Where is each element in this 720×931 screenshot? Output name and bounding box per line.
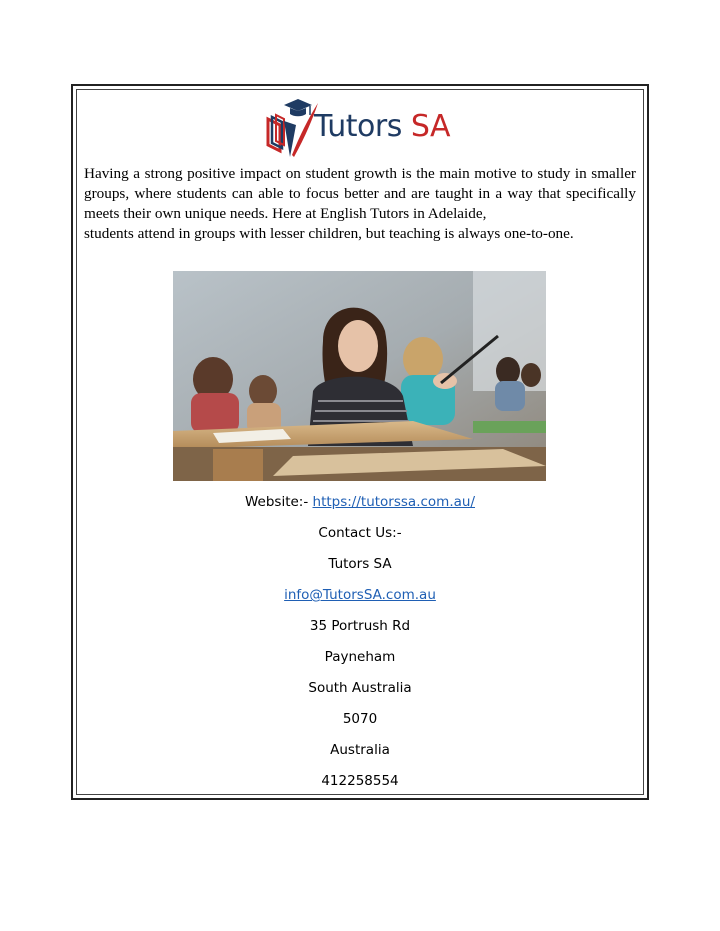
- logo-name-primary: Tutors: [314, 109, 411, 144]
- tutors-sa-logo: [262, 95, 462, 161]
- email-line: [77, 586, 643, 604]
- company-name: Tutors SA: [328, 556, 392, 572]
- street-address: 35 Portrush Rd: [309, 618, 411, 634]
- email-link[interactable]: info@TutorsSA.com.au: [284, 587, 436, 603]
- intro-body: Having a strong positive impact on student growth is the main motive to study in smaller groups, where students can able to focus better and are taught in a way that specifically meets their own unique needs. Here at English Tutors in Adelaide,: [84, 165, 636, 222]
- intro-last-line: students attend in groups with lesser children, but teaching is always one-to-one.: [84, 225, 574, 242]
- website-label: Website:-: [244, 494, 313, 510]
- phone-number: 412258554: [321, 773, 399, 789]
- classroom-students-photo: [173, 271, 546, 481]
- postcode: 5070: [342, 711, 378, 727]
- suburb: Payneham: [324, 649, 396, 665]
- country: Australia: [330, 742, 390, 758]
- website-line: [77, 493, 643, 511]
- logo-wordmark: [314, 109, 450, 145]
- state: South Australia: [308, 680, 412, 696]
- intro-paragraph: [84, 164, 636, 244]
- website-link[interactable]: https://tutorssa.com.au/: [312, 494, 475, 510]
- logo-name-accent: SA: [410, 109, 451, 144]
- contact-heading: Contact Us:-: [318, 525, 402, 541]
